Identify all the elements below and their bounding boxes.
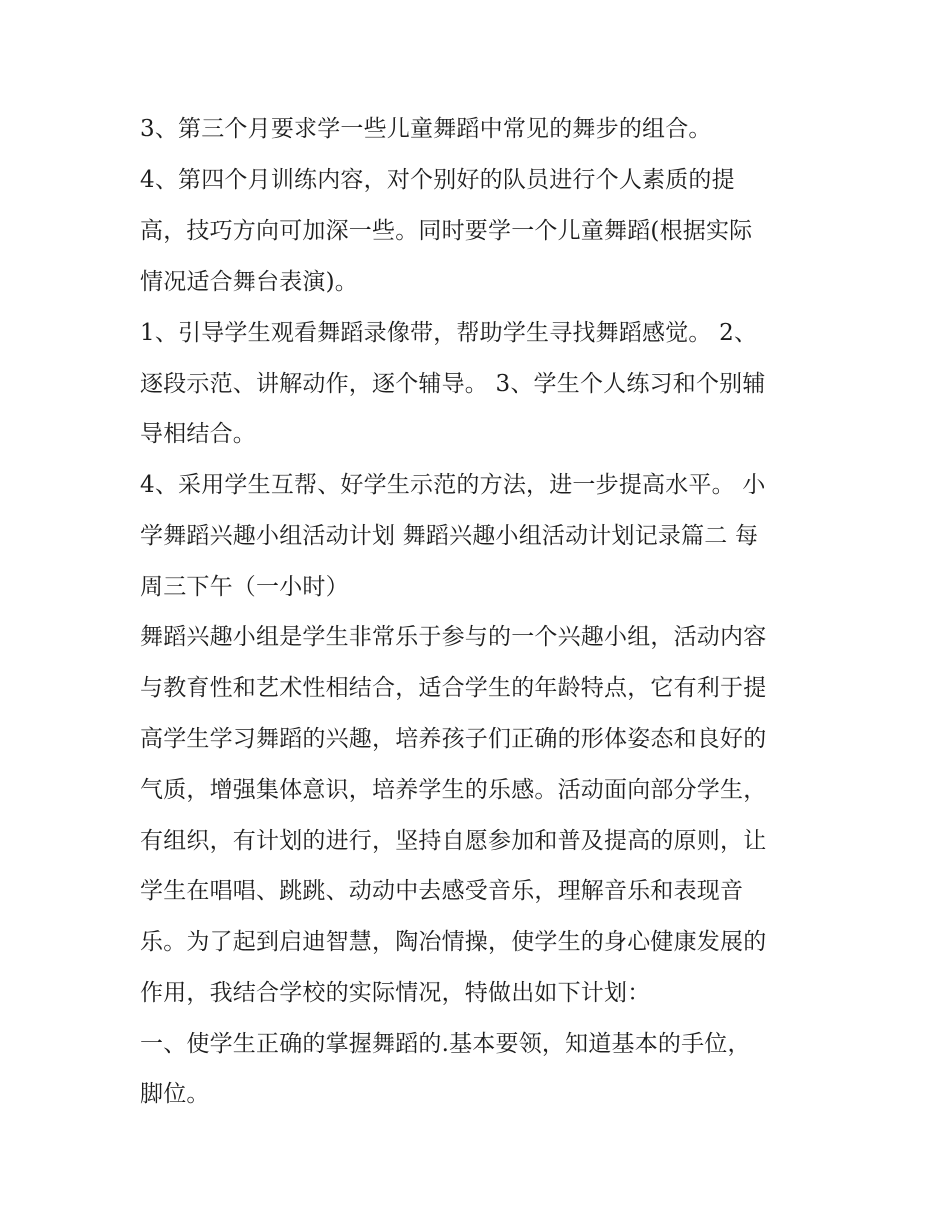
text-line: 气质，增强集体意识，培养学生的乐感。活动面向部分学生，	[140, 777, 767, 803]
text-line: 逐段示范、讲解动作，逐个辅导。 3、学生个人练习和个别辅	[140, 371, 766, 397]
text-line: 脚位。	[140, 1081, 210, 1107]
text-line: 情况适合舞台表演)。	[140, 269, 358, 295]
text-line: 有组织，有计划的进行，坚持自愿参加和普及提高的原则，让	[140, 828, 767, 854]
text-line: 乐。为了起到启迪智慧，陶冶情操，使学生的身心健康发展的	[140, 929, 767, 955]
text-line: 与教育性和艺术性相结合，适合学生的年龄特点，它有利于提	[140, 675, 767, 701]
text-line: 作用，我结合学校的实际情况，特做出如下计划：	[140, 980, 651, 1006]
text-line: 学生在唱唱、跳跳、动动中去感受音乐，理解音乐和表现音	[140, 878, 744, 904]
text-line: 导相结合。	[140, 421, 256, 447]
text-line: 高，技巧方向可加深一些。同时要学一个儿童舞蹈(根据实际	[140, 218, 753, 244]
text-line: 周三下午（一小时）	[140, 574, 349, 600]
text-line: 舞蹈兴趣小组是学生非常乐于参与的一个兴趣小组，活动内容	[140, 624, 767, 650]
text-line: 一、使学生正确的掌握舞蹈的.基本要领，知道基本的手位，	[140, 1031, 751, 1057]
text-line: 4、采用学生互帮、好学生示范的方法，进一步提高水平。 小	[140, 472, 766, 498]
text-line: 1、引导学生观看舞蹈录像带，帮助学生寻找舞蹈感觉。 2、	[140, 320, 758, 346]
text-line: 学舞蹈兴趣小组活动计划 舞蹈兴趣小组活动计划记录篇二 每	[140, 523, 759, 549]
text-line: 3、第三个月要求学一些儿童舞蹈中常见的舞步的组合。	[140, 116, 712, 142]
text-line: 高学生学习舞蹈的兴趣，培养孩子们正确的形体姿态和良好的	[140, 726, 767, 752]
text-line: 4、第四个月训练内容，对个别好的队员进行个人素质的提	[140, 167, 735, 193]
